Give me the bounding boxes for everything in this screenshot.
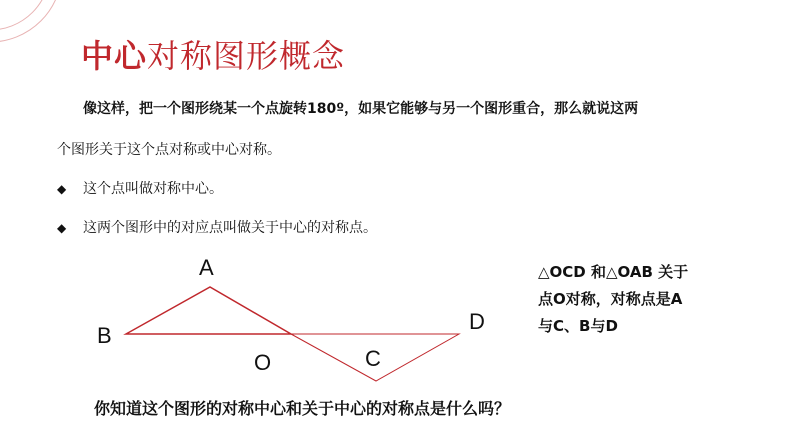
definition-line-2: 个图形关于这个点对称或中心对称。 (57, 142, 281, 158)
label-c: C (365, 346, 381, 371)
note-line-2: 点O对称，对称点是A (538, 290, 683, 308)
note-line-3: 与C、B与D (538, 317, 618, 335)
label-a: A (199, 255, 214, 280)
triangle-oab (126, 287, 291, 334)
title-rest: 对称图形概念 (147, 37, 346, 75)
diamond-bullet-icon: ◆ (57, 182, 67, 196)
label-o: O (254, 350, 272, 375)
symmetry-note (538, 259, 738, 340)
definition-line-1: 像这样，把一个图形绕某一个点旋转180º，如果它能够与另一个图形重合，那么就说这两 (83, 101, 639, 117)
bullet-text: 这两个图形中的对应点叫做关于中心的对称点。 (83, 220, 377, 236)
label-d: D (469, 309, 485, 334)
bullet-text: 这个点叫做对称中心。 (83, 181, 223, 197)
note-line-1: △OCD 和△OAB 关于 (538, 263, 689, 281)
question-text: 你知道这个图形的对称中心和关于中心的对称点是什么吗？ (94, 399, 511, 418)
title-highlight: 中心 (81, 37, 148, 75)
label-b: B (97, 323, 112, 348)
diamond-bullet-icon: ◆ (57, 221, 67, 235)
